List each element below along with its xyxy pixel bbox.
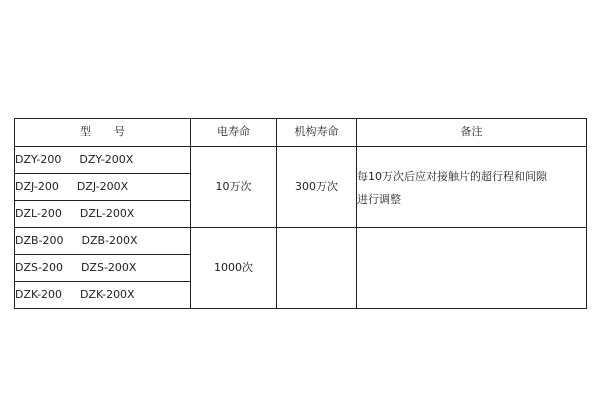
model-cell: [15, 255, 191, 282]
model-cell: [15, 201, 191, 228]
model-code-primary: DZK-200: [15, 287, 63, 301]
model-cell: [15, 147, 191, 174]
mechanical-life-blank: [277, 228, 357, 309]
table-row: [15, 147, 587, 174]
table-row: [15, 228, 587, 255]
model-code-variant: DZK-200X: [80, 287, 135, 301]
electrical-life-value-bottom: 1000次: [191, 228, 277, 309]
header-remarks-label: 备注: [460, 125, 483, 139]
model-code-primary: DZY-200: [15, 152, 62, 166]
model-code-variant: DZY-200X: [79, 152, 134, 166]
spec-table-container: [14, 118, 586, 309]
header-mechanical-life-label: 机构寿命: [294, 125, 339, 139]
electrical-life-value-top: 10万次: [191, 147, 277, 228]
model-cell: [15, 174, 191, 201]
model-code-primary: DZJ-200: [15, 179, 59, 193]
mechanical-life-value: 300万次: [277, 147, 357, 228]
model-code-primary: DZL-200: [15, 206, 62, 220]
model-cell: [15, 228, 191, 255]
model-code-primary: DZB-200: [15, 233, 64, 247]
remarks-cell: [357, 147, 587, 228]
model-code-variant: DZJ-200X: [76, 179, 129, 193]
table-header-row: [15, 119, 587, 147]
remarks-blank: [357, 228, 587, 309]
model-code-variant: DZB-200X: [81, 233, 138, 247]
header-model: [15, 119, 191, 147]
remarks-line-2: 进行调整: [357, 193, 401, 206]
model-code-variant: DZL-200X: [79, 206, 135, 220]
header-electrical-life-label: 电寿命: [217, 125, 250, 139]
header-remarks: [357, 119, 587, 147]
header-electrical-life: [191, 119, 277, 147]
model-cell: [15, 282, 191, 309]
specification-table: [14, 118, 587, 309]
header-model-label: 型 号: [80, 125, 131, 139]
model-code-variant: DZS-200X: [80, 260, 137, 274]
header-mechanical-life: [277, 119, 357, 147]
remarks-line-1: 每10万次后应对接触片的超行程和间隙: [357, 169, 547, 183]
model-code-primary: DZS-200: [15, 260, 63, 274]
